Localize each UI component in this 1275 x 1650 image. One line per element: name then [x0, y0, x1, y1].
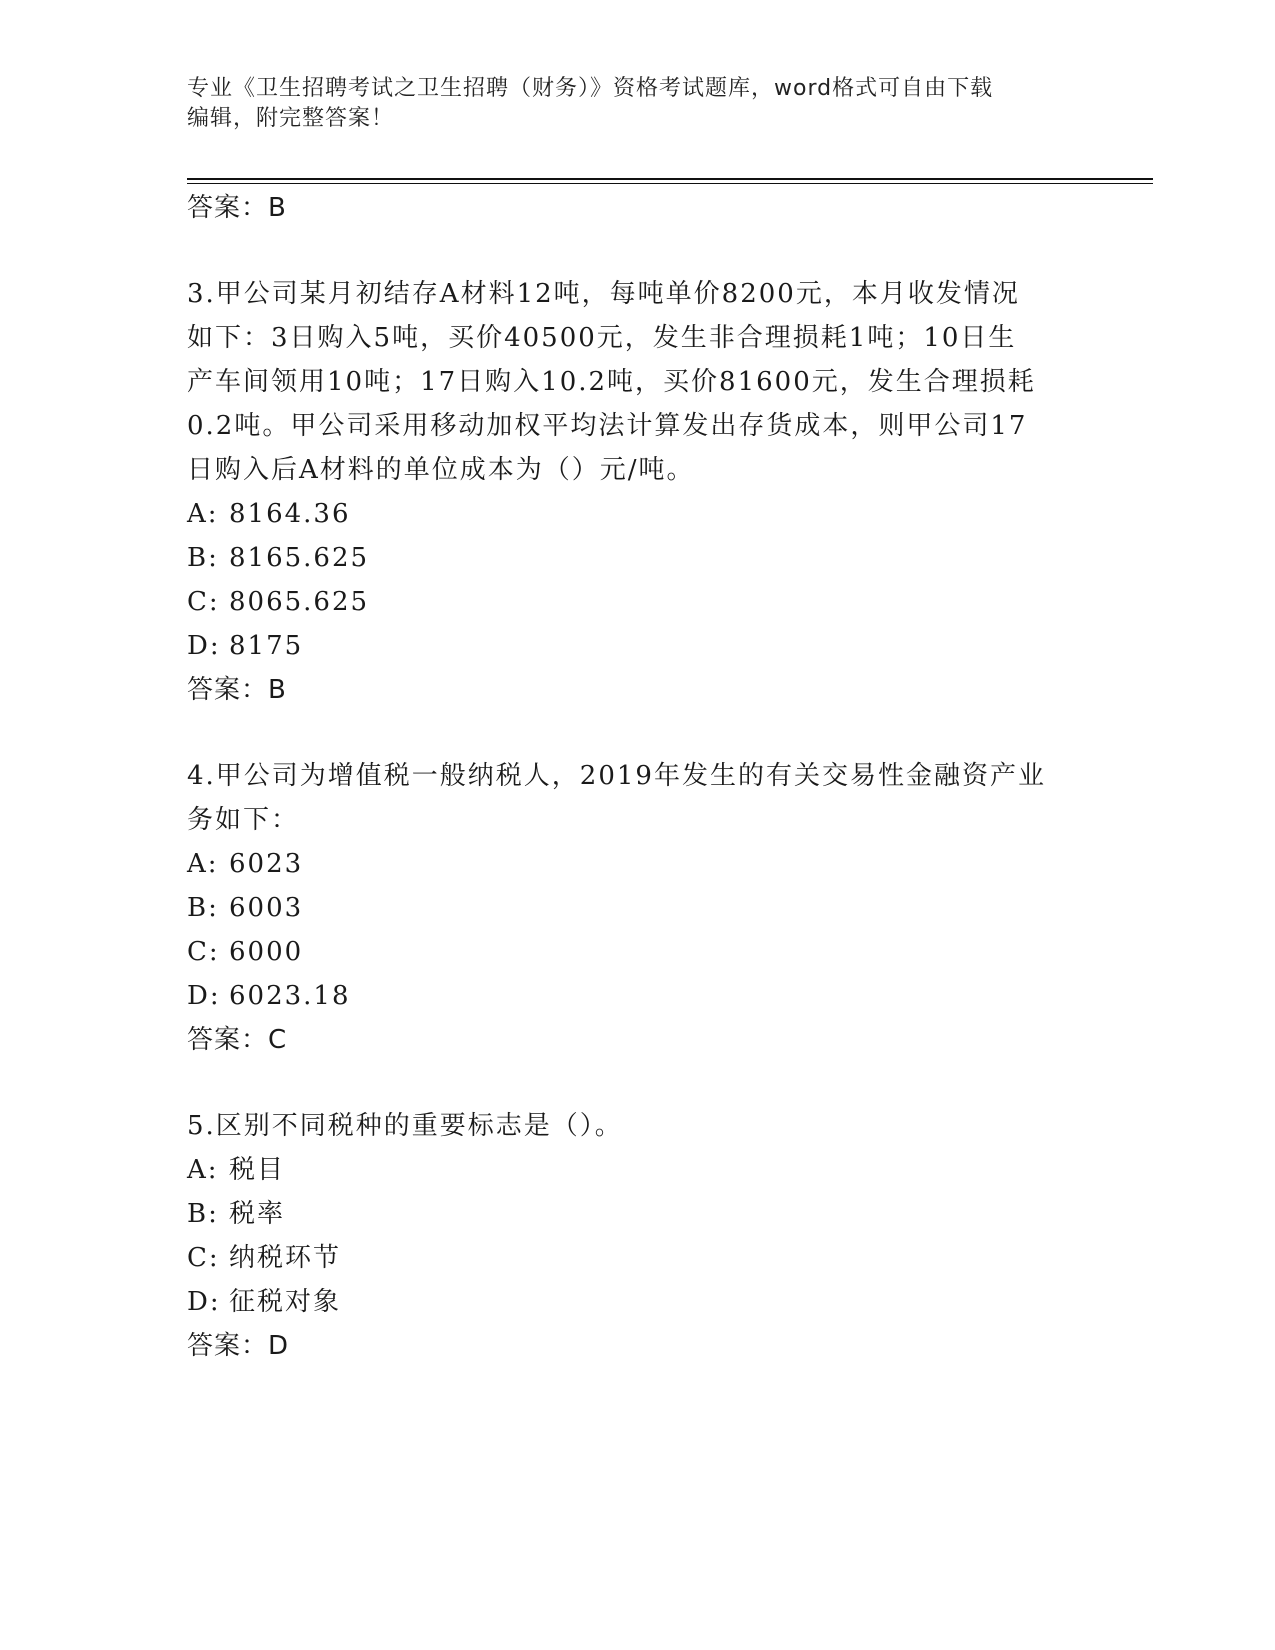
option-value: 8175 — [229, 631, 304, 661]
header-line-2: 编辑，附完整答案！ — [187, 106, 395, 131]
option-label: A: — [187, 1155, 219, 1185]
option-value: 6023 — [229, 849, 304, 879]
option-label: A: — [187, 849, 219, 879]
option-label: B: — [187, 1199, 219, 1229]
option-value: 8164.36 — [229, 499, 351, 529]
question-3-line-3: 产车间领用10吨；17日购入10.2吨，买价81600元，发生合理损耗 — [187, 367, 1036, 397]
option-value: 8065.625 — [229, 587, 370, 617]
question-3-line-2: 如下：3日购入5吨，买价40500元，发生非合理损耗1吨；10日生 — [187, 323, 1017, 353]
question-5-answer: 答案：D — [187, 1331, 290, 1361]
question-5-option-d — [187, 1287, 341, 1317]
option-value: 税目 — [229, 1155, 286, 1185]
option-value: 征税对象 — [229, 1287, 342, 1317]
option-value: 纳税环节 — [229, 1243, 342, 1273]
question-3-option-b — [187, 543, 369, 573]
question-4-option-d — [187, 981, 351, 1011]
question-3-option-a — [187, 499, 351, 529]
question-4-line-1: 4.甲公司为增值税一般纳税人，2019年发生的有关交易性金融资产业 — [187, 761, 1046, 791]
option-value: 6003 — [229, 893, 304, 923]
option-value: 6000 — [229, 937, 304, 967]
option-value: 8165.625 — [229, 543, 370, 573]
question-4-option-b — [187, 893, 303, 923]
document-header-note — [187, 74, 1087, 134]
question-3-line-5: 日购入后A材料的单位成本为（）元/吨。 — [187, 455, 695, 485]
option-label: A: — [187, 499, 219, 529]
question-3-line-4: 0.2吨。甲公司采用移动加权平均法计算发出存货成本，则甲公司17 — [187, 411, 1028, 441]
option-value: 6023.18 — [229, 981, 351, 1011]
option-label: B: — [187, 893, 219, 923]
option-label: C: — [187, 587, 220, 617]
option-value: 税率 — [229, 1199, 286, 1229]
header-divider-thick — [187, 178, 1153, 180]
question-3-answer: 答案：B — [187, 675, 287, 705]
question-4-answer: 答案：C — [187, 1025, 288, 1055]
option-label: D: — [187, 1287, 221, 1317]
question-5-option-c — [187, 1243, 341, 1273]
question-5-option-b — [187, 1199, 285, 1229]
question-3-option-d — [187, 631, 303, 661]
question-4-option-a — [187, 849, 303, 879]
question-3-option-c — [187, 587, 369, 617]
question-4-option-c — [187, 937, 303, 967]
question-5-line-1: 5.区别不同税种的重要标志是（）。 — [187, 1111, 623, 1141]
previous-answer: 答案：B — [187, 193, 287, 223]
header-line-1: 专业《卫生招聘考试之卫生招聘（财务）》资格考试题库，word格式可自由下载 — [187, 76, 994, 101]
option-label: C: — [187, 1243, 220, 1273]
option-label: D: — [187, 631, 221, 661]
option-label: D: — [187, 981, 221, 1011]
header-divider-thin — [187, 183, 1153, 184]
question-4-line-2: 务如下： — [187, 805, 300, 835]
question-3-line-1: 3.甲公司某月初结存A材料12吨，每吨单价8200元，本月收发情况 — [187, 279, 1020, 309]
option-label: C: — [187, 937, 220, 967]
option-label: B: — [187, 543, 219, 573]
question-5-option-a — [187, 1155, 285, 1185]
